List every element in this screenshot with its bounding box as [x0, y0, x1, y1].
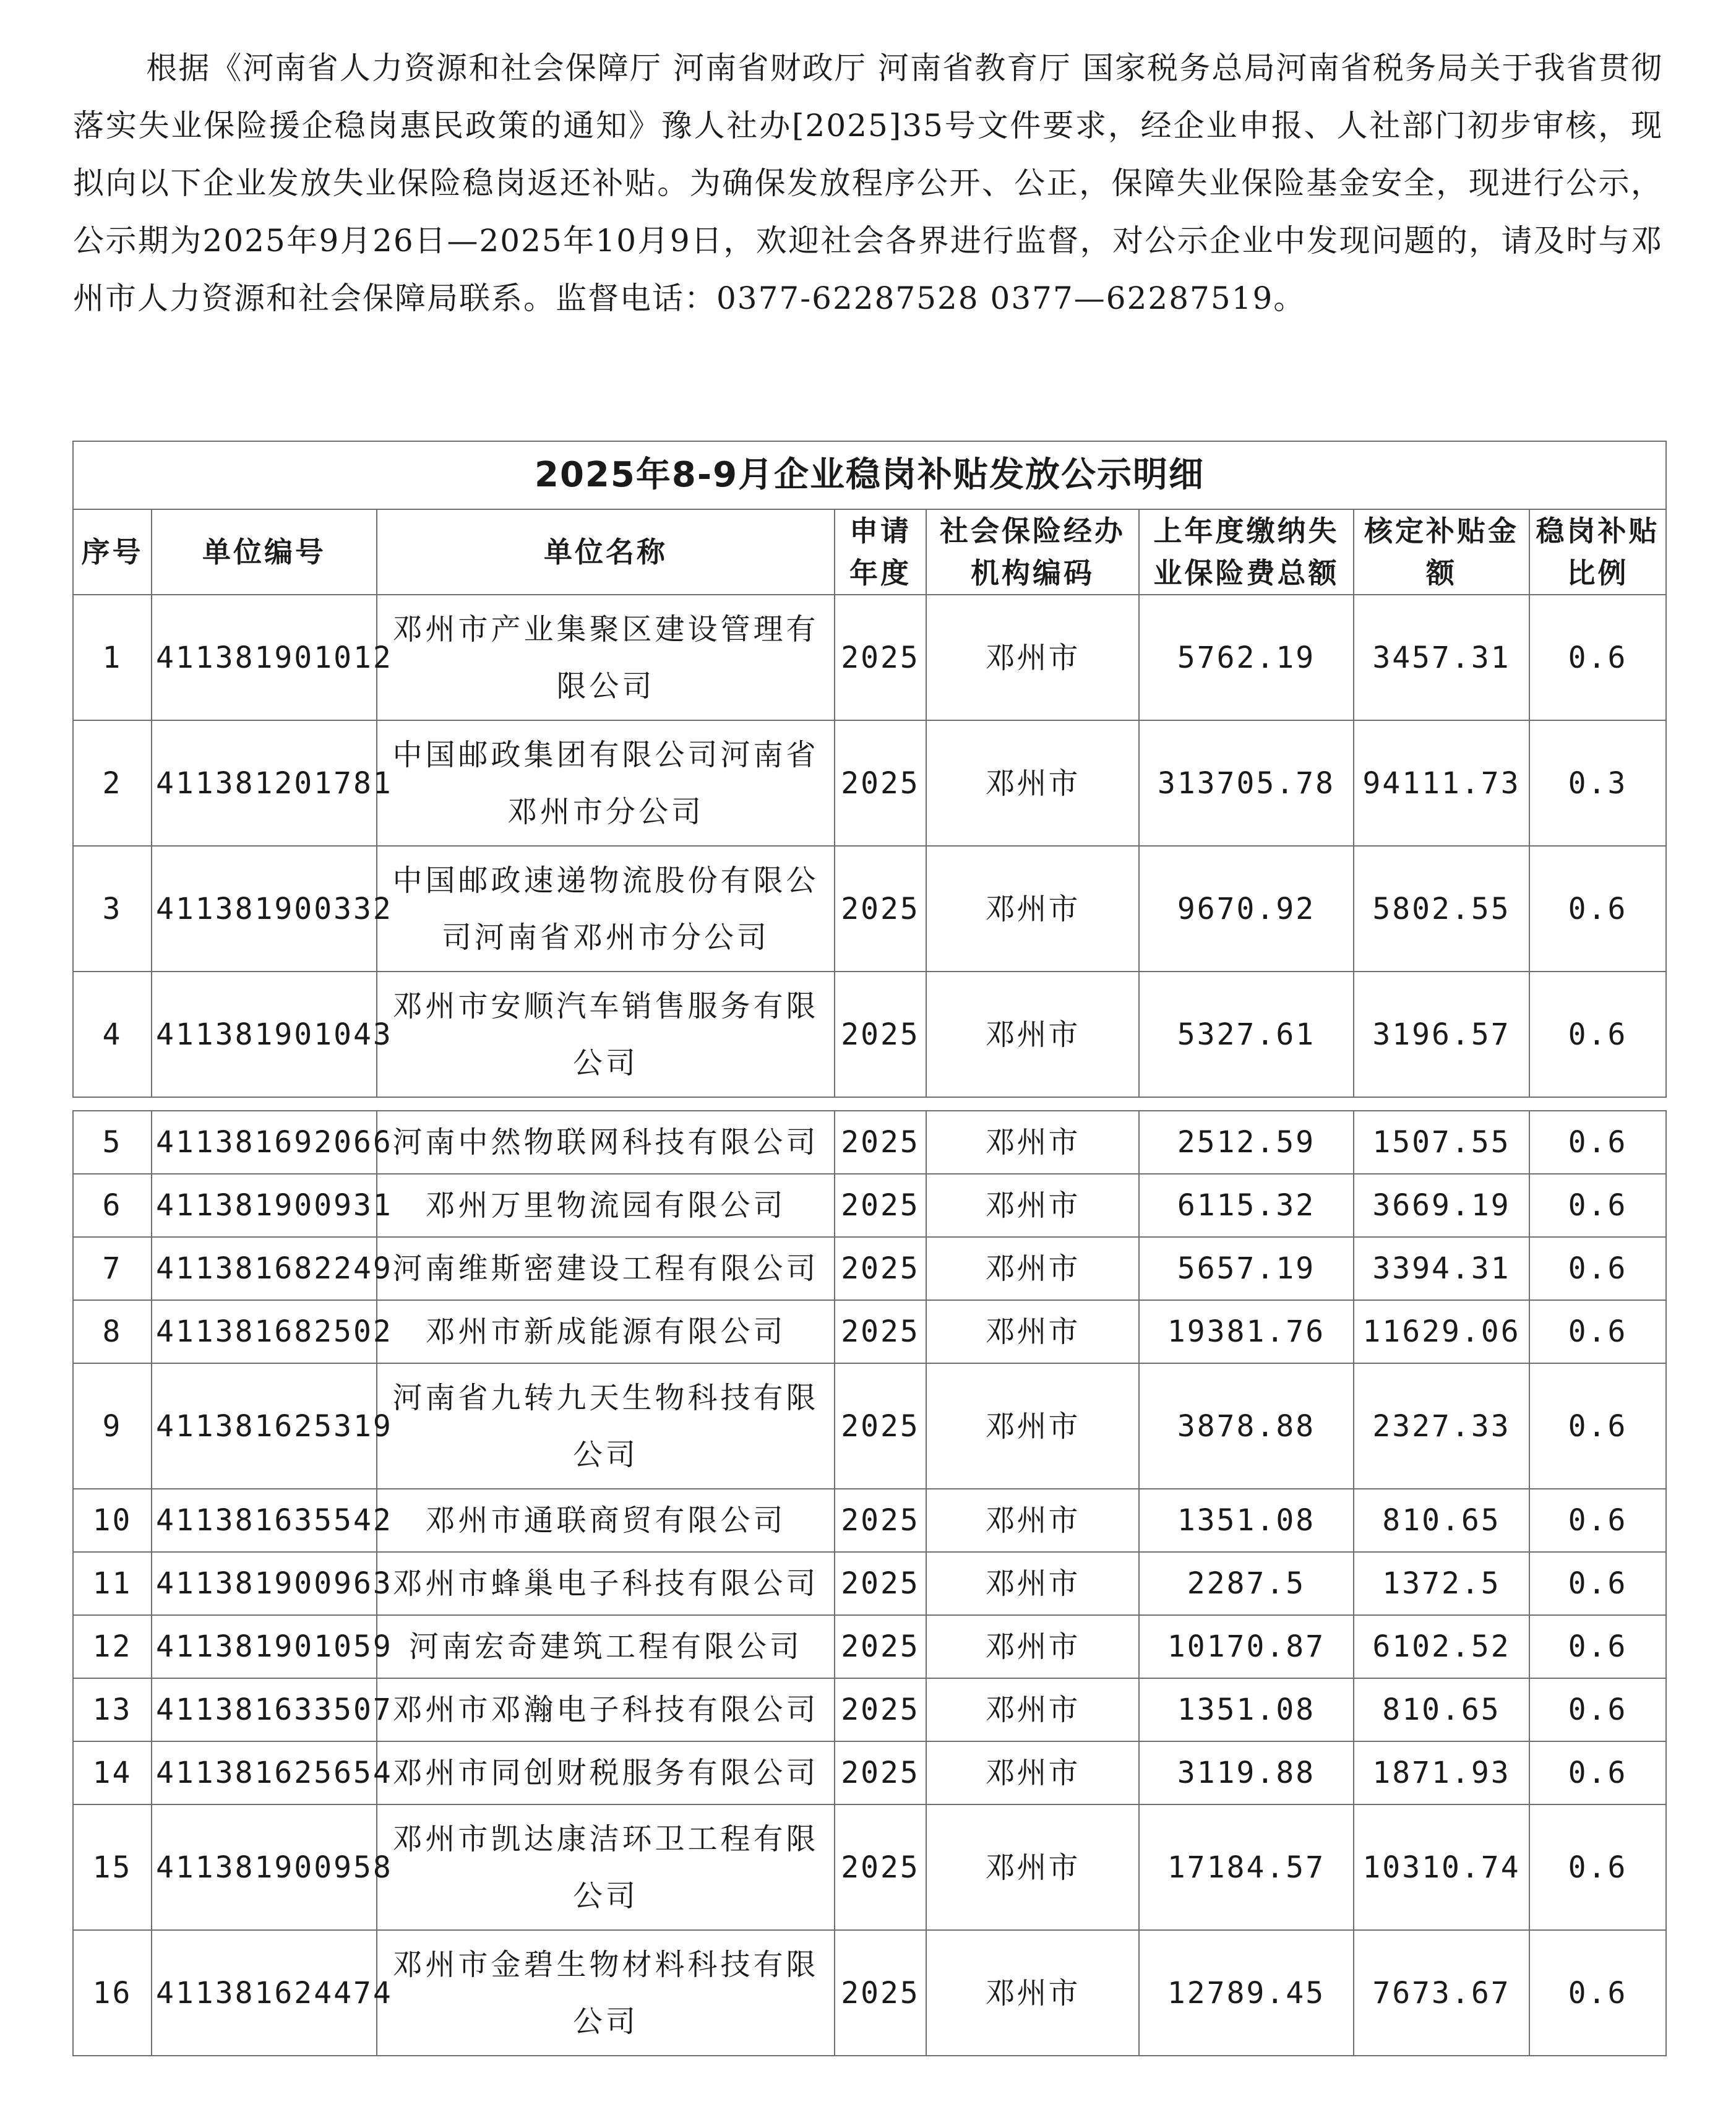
- cell-index: 1: [73, 595, 152, 720]
- cell-premium: 5327.61: [1139, 972, 1354, 1097]
- cell-subsidy: 6102.52: [1354, 1615, 1529, 1678]
- table-row: [73, 595, 1666, 720]
- cell-unit-name: 邓州市新成能源有限公司: [377, 1300, 835, 1363]
- cell-agency: 邓州市: [926, 1615, 1139, 1678]
- cell-unit-name: 中国邮政速递物流股份有限公司河南省邓州市分公司: [377, 846, 835, 972]
- cell-apply-year: 2025: [835, 1615, 926, 1678]
- cell-index: 15: [73, 1804, 152, 1930]
- cell-subsidy: 810.65: [1354, 1489, 1529, 1552]
- cell-apply-year: 2025: [835, 1237, 926, 1300]
- cell-ratio: 0.6: [1529, 1552, 1666, 1615]
- cell-agency: 邓州市: [926, 720, 1139, 846]
- cell-agency: 邓州市: [926, 1363, 1139, 1489]
- cell-premium: 6115.32: [1139, 1174, 1354, 1237]
- cell-index: 6: [73, 1174, 152, 1237]
- table-body-part-2: [73, 1111, 1666, 2056]
- cell-unit-code: 411381682249: [152, 1237, 377, 1300]
- cell-index: 3: [73, 846, 152, 972]
- cell-premium: 9670.92: [1139, 846, 1354, 972]
- cell-agency: 邓州市: [926, 1174, 1139, 1237]
- table-body-part-1: [73, 595, 1666, 1097]
- cell-premium: 2512.59: [1139, 1111, 1354, 1174]
- cell-agency: 邓州市: [926, 1741, 1139, 1804]
- cell-unit-code: 411381901059: [152, 1615, 377, 1678]
- header-agency-code: 社会保险经办机构编码: [926, 509, 1139, 595]
- intro-text: 根据《河南省人力资源和社会保障厅 河南省财政厅 河南省教育厅 国家税务总局河南省税务局关于我省贯彻落实失业保险援企稳岗惠民政策的通知》豫人社办[2025]35号文件要求，经企业申报、人社部门初步审核，现拟向以下企业发放失业保险稳岗返还补贴。为确保发放程序公开、公正，保障失业保险基金安全，现进行公示，公示期为2025年9月26日—2025年10月9日，欢迎社会各界进行监督，对公示企业中发现问题的，请及时与邓州市人力资源和社会保障局联系。监督电话：0377-62287528 0377—62287519。: [73, 50, 1664, 316]
- cell-unit-code: 411381901043: [152, 972, 377, 1097]
- cell-premium: 10170.87: [1139, 1615, 1354, 1678]
- subsidy-table-part-1: [72, 441, 1667, 1098]
- cell-unit-code: 411381625654: [152, 1741, 377, 1804]
- cell-index: 14: [73, 1741, 152, 1804]
- cell-apply-year: 2025: [835, 1300, 926, 1363]
- cell-premium: 2287.5: [1139, 1552, 1354, 1615]
- cell-premium: 5657.19: [1139, 1237, 1354, 1300]
- header-unit-code: 单位编号: [152, 509, 377, 595]
- cell-unit-name: 邓州市同创财税服务有限公司: [377, 1741, 835, 1804]
- header-subsidy-ratio: 稳岗补贴比例: [1529, 509, 1666, 595]
- cell-ratio: 0.6: [1529, 972, 1666, 1097]
- cell-subsidy: 810.65: [1354, 1678, 1529, 1741]
- cell-subsidy: 11629.06: [1354, 1300, 1529, 1363]
- cell-apply-year: 2025: [835, 1363, 926, 1489]
- table-row: [73, 846, 1666, 972]
- cell-subsidy: 3394.31: [1354, 1237, 1529, 1300]
- cell-premium: 12789.45: [1139, 1930, 1354, 2056]
- cell-unit-code: 411381901012: [152, 595, 377, 720]
- table-row: [73, 1363, 1666, 1489]
- cell-unit-name: 邓州市邓瀚电子科技有限公司: [377, 1678, 835, 1741]
- cell-ratio: 0.6: [1529, 1804, 1666, 1930]
- cell-index: 11: [73, 1552, 152, 1615]
- table-row: [73, 1111, 1666, 1174]
- cell-index: 10: [73, 1489, 152, 1552]
- cell-index: 7: [73, 1237, 152, 1300]
- header-unit-name: 单位名称: [377, 509, 835, 595]
- cell-unit-name: 邓州市金碧生物材料科技有限公司: [377, 1930, 835, 2056]
- cell-unit-code: 411381900958: [152, 1804, 377, 1930]
- cell-premium: 1351.08: [1139, 1489, 1354, 1552]
- cell-unit-code: 411381900931: [152, 1174, 377, 1237]
- cell-ratio: 0.6: [1529, 846, 1666, 972]
- cell-agency: 邓州市: [926, 972, 1139, 1097]
- table-row: [73, 720, 1666, 846]
- cell-apply-year: 2025: [835, 1741, 926, 1804]
- cell-apply-year: 2025: [835, 720, 926, 846]
- cell-index: 5: [73, 1111, 152, 1174]
- cell-ratio: 0.6: [1529, 1678, 1666, 1741]
- header-apply-year: 申请年度: [835, 509, 926, 595]
- cell-premium: 1351.08: [1139, 1678, 1354, 1741]
- cell-unit-code: 411381625319: [152, 1363, 377, 1489]
- cell-index: 13: [73, 1678, 152, 1741]
- cell-subsidy: 3196.57: [1354, 972, 1529, 1097]
- cell-unit-code: 411381900332: [152, 846, 377, 972]
- cell-apply-year: 2025: [835, 1678, 926, 1741]
- table-header-row: [73, 509, 1666, 595]
- cell-premium: 19381.76: [1139, 1300, 1354, 1363]
- cell-premium: 17184.57: [1139, 1804, 1354, 1930]
- cell-premium: 313705.78: [1139, 720, 1354, 846]
- header-premium-total: 上年度缴纳失业保险费总额: [1139, 509, 1354, 595]
- cell-index: 9: [73, 1363, 152, 1489]
- cell-index: 16: [73, 1930, 152, 2056]
- cell-ratio: 0.6: [1529, 1363, 1666, 1489]
- cell-subsidy: 3669.19: [1354, 1174, 1529, 1237]
- cell-ratio: 0.6: [1529, 1741, 1666, 1804]
- table-row: [73, 1615, 1666, 1678]
- cell-agency: 邓州市: [926, 1552, 1139, 1615]
- cell-subsidy: 5802.55: [1354, 846, 1529, 972]
- cell-subsidy: 1871.93: [1354, 1741, 1529, 1804]
- cell-subsidy: 7673.67: [1354, 1930, 1529, 2056]
- table-row: [73, 1741, 1666, 1804]
- cell-index: 12: [73, 1615, 152, 1678]
- cell-ratio: 0.6: [1529, 1174, 1666, 1237]
- cell-unit-name: 邓州市蜂巢电子科技有限公司: [377, 1552, 835, 1615]
- cell-unit-name: 邓州市通联商贸有限公司: [377, 1489, 835, 1552]
- cell-premium: 3878.88: [1139, 1363, 1354, 1489]
- cell-unit-code: 411381682502: [152, 1300, 377, 1363]
- cell-subsidy: 94111.73: [1354, 720, 1529, 846]
- cell-index: 8: [73, 1300, 152, 1363]
- cell-subsidy: 10310.74: [1354, 1804, 1529, 1930]
- cell-ratio: 0.6: [1529, 1489, 1666, 1552]
- cell-unit-code: 411381633507: [152, 1678, 377, 1741]
- cell-unit-name: 河南中然物联网科技有限公司: [377, 1111, 835, 1174]
- table-row: [73, 1489, 1666, 1552]
- header-index: 序号: [73, 509, 152, 595]
- cell-unit-name: 邓州市产业集聚区建设管理有限公司: [377, 595, 835, 720]
- cell-ratio: 0.6: [1529, 1111, 1666, 1174]
- cell-apply-year: 2025: [835, 1111, 926, 1174]
- cell-apply-year: 2025: [835, 1804, 926, 1930]
- cell-apply-year: 2025: [835, 595, 926, 720]
- table-row: [73, 1174, 1666, 1237]
- table-row: [73, 1804, 1666, 1930]
- cell-apply-year: 2025: [835, 1930, 926, 2056]
- cell-unit-name: 中国邮政集团有限公司河南省邓州市分公司: [377, 720, 835, 846]
- cell-agency: 邓州市: [926, 595, 1139, 720]
- subsidy-table-part-2: [72, 1110, 1667, 2056]
- cell-premium: 5762.19: [1139, 595, 1354, 720]
- cell-ratio: 0.6: [1529, 1930, 1666, 2056]
- cell-agency: 邓州市: [926, 846, 1139, 972]
- cell-premium: 3119.88: [1139, 1741, 1354, 1804]
- cell-unit-name: 邓州万里物流园有限公司: [377, 1174, 835, 1237]
- cell-agency: 邓州市: [926, 1930, 1139, 2056]
- cell-index: 4: [73, 972, 152, 1097]
- header-subsidy-amount: 核定补贴金额: [1354, 509, 1529, 595]
- cell-apply-year: 2025: [835, 1552, 926, 1615]
- cell-unit-name: 河南省九转九天生物科技有限公司: [377, 1363, 835, 1489]
- cell-unit-code: 411381900963: [152, 1552, 377, 1615]
- cell-agency: 邓州市: [926, 1300, 1139, 1363]
- cell-apply-year: 2025: [835, 1174, 926, 1237]
- cell-ratio: 0.6: [1529, 595, 1666, 720]
- cell-subsidy: 3457.31: [1354, 595, 1529, 720]
- cell-agency: 邓州市: [926, 1237, 1139, 1300]
- cell-apply-year: 2025: [835, 846, 926, 972]
- table-row: [73, 1237, 1666, 1300]
- table-row: [73, 1300, 1666, 1363]
- cell-agency: 邓州市: [926, 1804, 1139, 1930]
- cell-agency: 邓州市: [926, 1489, 1139, 1552]
- intro-paragraph: [73, 40, 1663, 327]
- cell-agency: 邓州市: [926, 1678, 1139, 1741]
- cell-apply-year: 2025: [835, 972, 926, 1097]
- cell-subsidy: 1507.55: [1354, 1111, 1529, 1174]
- cell-unit-name: 邓州市安顺汽车销售服务有限公司: [377, 972, 835, 1097]
- cell-index: 2: [73, 720, 152, 846]
- table-title: 2025年8-9月企业稳岗补贴发放公示明细: [73, 441, 1666, 509]
- cell-ratio: 0.6: [1529, 1615, 1666, 1678]
- cell-subsidy: 1372.5: [1354, 1552, 1529, 1615]
- cell-ratio: 0.6: [1529, 1300, 1666, 1363]
- cell-unit-code: 411381692066: [152, 1111, 377, 1174]
- cell-ratio: 0.6: [1529, 1237, 1666, 1300]
- cell-unit-name: 河南宏奇建筑工程有限公司: [377, 1615, 835, 1678]
- cell-ratio: 0.3: [1529, 720, 1666, 846]
- table-row: [73, 1552, 1666, 1615]
- cell-unit-code: 411381624474: [152, 1930, 377, 2056]
- cell-agency: 邓州市: [926, 1111, 1139, 1174]
- table-row: [73, 1678, 1666, 1741]
- cell-apply-year: 2025: [835, 1489, 926, 1552]
- cell-unit-code: 411381635542: [152, 1489, 377, 1552]
- table-row: [73, 972, 1666, 1097]
- cell-unit-name: 河南维斯密建设工程有限公司: [377, 1237, 835, 1300]
- cell-subsidy: 2327.33: [1354, 1363, 1529, 1489]
- table-row: [73, 1930, 1666, 2056]
- cell-unit-name: 邓州市凯达康洁环卫工程有限公司: [377, 1804, 835, 1930]
- cell-unit-code: 411381201781: [152, 720, 377, 846]
